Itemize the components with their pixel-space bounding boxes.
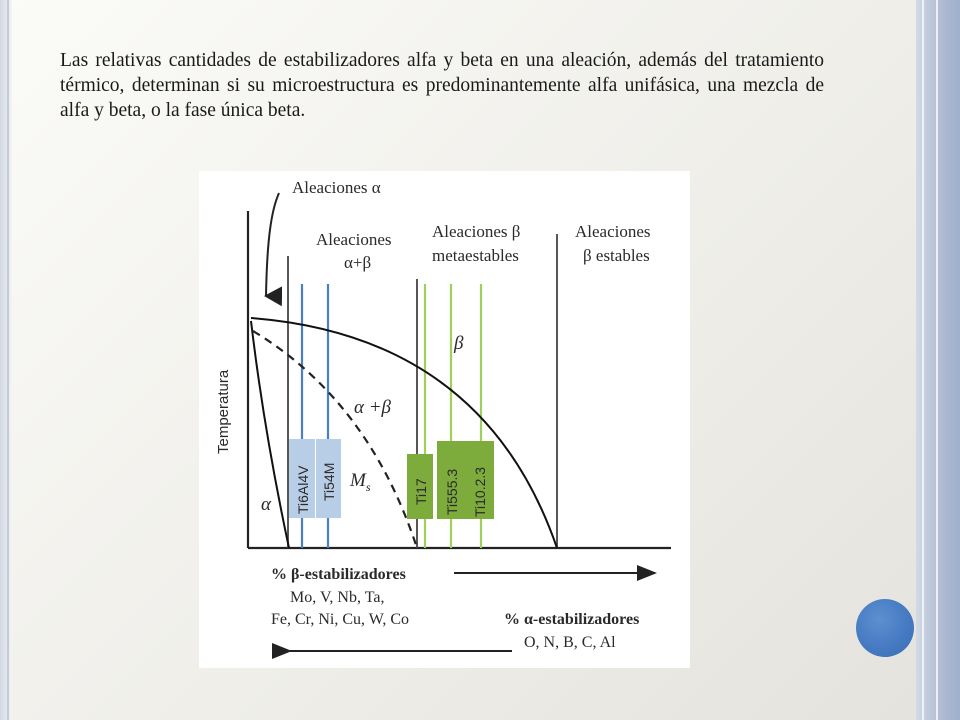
alpha-alloys-label: Aleaciones α xyxy=(292,178,381,197)
left-decor-line xyxy=(7,0,9,720)
alloy-label-ti17: Ti17 xyxy=(413,478,429,505)
ms-label: $M_s$ xyxy=(350,470,371,494)
alloy-label-ti555: Ti555.3 xyxy=(444,468,460,515)
region-beta-label: β xyxy=(454,333,464,354)
region-alpha-label: α xyxy=(261,494,271,515)
beta-stable-label-line1: Aleaciones xyxy=(575,222,651,241)
alpha-beta-label-line1: Aleaciones xyxy=(316,230,392,249)
beta-metastable-label-line2: metaestables xyxy=(432,246,519,265)
left-decor-band xyxy=(0,0,12,720)
beta-stable-label-line2: β estables xyxy=(583,246,650,265)
alpha-stabilizers-line1: O, N, B, C, Al xyxy=(524,634,616,651)
alpha-alloys-arrow xyxy=(266,193,279,296)
alloy-label-ti1023: Ti10.2.3 xyxy=(472,466,488,517)
beta-metastable-label-line1: Aleaciones β xyxy=(432,222,521,241)
alloy-label-ti6al4v: Ti6Al4V xyxy=(295,465,311,514)
right-decor-line xyxy=(936,0,938,720)
slide-paragraph: Las relativas cantidades de estabilizadores alfa y beta en una aleación, además del tratamiento térmico, determinan si su microestructura es predominantemente alfa unifásica, una mezcla de alfa y beta, o la fase única beta. xyxy=(60,50,824,121)
beta-stabilizers-line1: Mo, V, Nb, Ta, xyxy=(290,589,385,606)
alpha-stabilizers-title: % α-estabilizadores xyxy=(504,611,640,628)
right-decor-line xyxy=(922,0,924,720)
decorative-circle xyxy=(856,599,914,657)
y-axis-label: Temperatura xyxy=(215,369,232,454)
phase-diagram xyxy=(199,171,690,668)
phase-diagram-figure xyxy=(199,171,690,668)
right-decor-bar xyxy=(916,0,960,720)
region-alpha-beta-label: α +β xyxy=(354,397,392,418)
beta-stabilizers-title: % β-estabilizadores xyxy=(271,566,406,583)
alpha-beta-label-line2: α+β xyxy=(344,253,372,272)
alloy-label-ti54m: Ti54M xyxy=(321,462,337,501)
beta-stabilizers-line2: Fe, Cr, Ni, Cu, W, Co xyxy=(271,611,410,628)
